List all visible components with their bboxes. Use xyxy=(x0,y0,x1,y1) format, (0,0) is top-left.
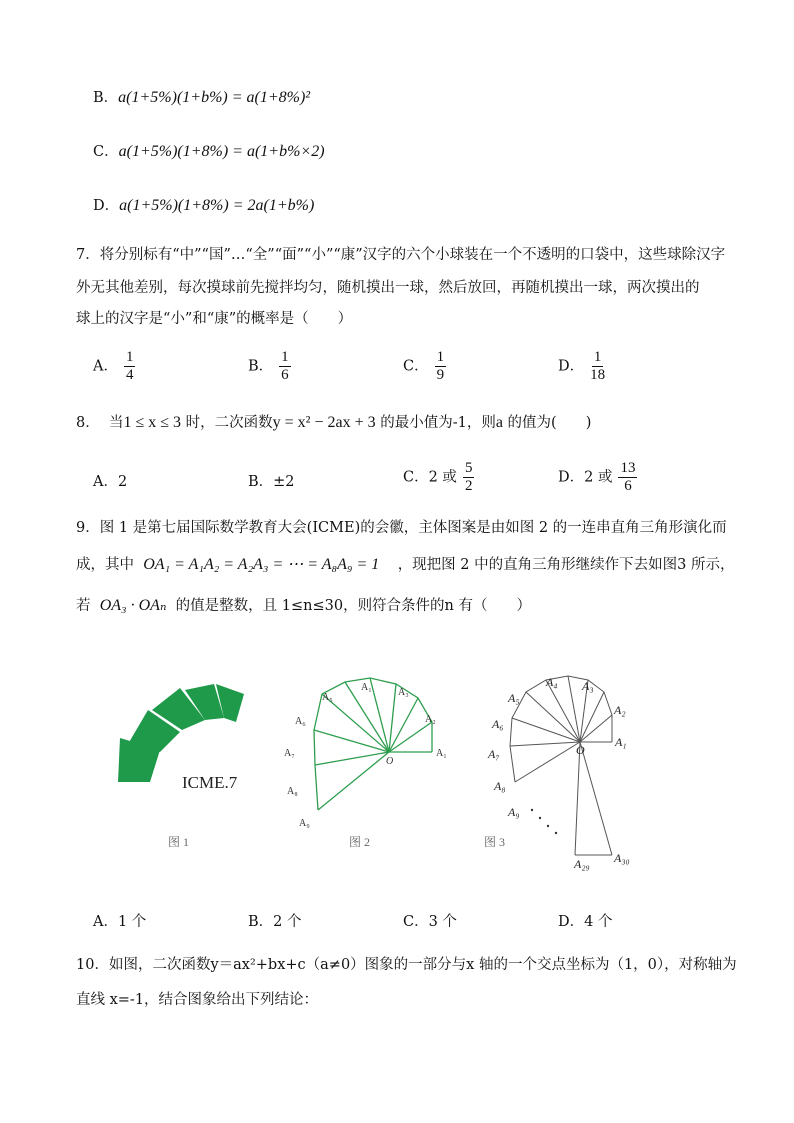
q9-option-a: A．1 个 xyxy=(93,914,147,930)
q6-option-d: D．a(1+5%)(1+8%) = 2a(1+b%) xyxy=(93,197,315,214)
icme-text: ICME.7 xyxy=(182,773,238,792)
svg-text:A₉: A₉ xyxy=(508,805,520,819)
svg-text:A₁: A₁ xyxy=(361,682,372,693)
svg-text:A₇: A₇ xyxy=(284,748,295,759)
svg-text:A₇: A₇ xyxy=(488,747,500,761)
q8-stem: 8． 当1 ≤ x ≤ 3 时，二次函数y = x² − 2ax + 3 的最小值为-1，则a 的值为( ) xyxy=(76,414,592,431)
q8-option-d: D．2 或 $\frac{13}{6}$ xyxy=(558,460,636,494)
q6-option-b: B．a(1+5%)(1+b%) = a(1+8%)² xyxy=(93,89,311,106)
svg-text:A₂: A₂ xyxy=(614,703,626,717)
svg-text:A₆: A₆ xyxy=(492,717,504,731)
q7-line-3: 球上的汉字是“小”和“康”的概率是（ ） xyxy=(76,311,353,327)
fraction: $\frac{1}{4}$ xyxy=(125,349,134,383)
q6-option-d-formula: a(1+5%)(1+8%) = 2a(1+b%) xyxy=(119,197,315,214)
q7-line-1: 7．将分别标有“中”“国”…“全”“面”“小”“康”汉字的六个小球装在一个不透明的口袋中，这些球除汉字 xyxy=(76,247,726,263)
q8-option-c: C．2 或 $\frac{5}{2}$ xyxy=(403,460,473,494)
svg-text:A₁: A₁ xyxy=(615,735,627,749)
q9-line-3: 若 OA₃ · OAₙ 的值是整数，且 1≤n≤30，则符合条件的n 有（ ） xyxy=(76,597,532,614)
q10-line-2: 直线 x=-1，结合图象给出下列结论： xyxy=(76,992,319,1008)
svg-text:O: O xyxy=(386,756,394,767)
q7-option-c: C． $\frac{1}{9}$ xyxy=(403,349,445,383)
q7-option-d: D． $\frac{1}{18}$ xyxy=(558,349,606,383)
figure-3-caption: 图 3 xyxy=(484,835,506,849)
q9-option-b: B．2 个 xyxy=(248,914,302,930)
svg-text:O: O xyxy=(576,743,585,757)
svg-text:A₂₉: A₂₉ xyxy=(574,857,590,871)
q7-option-b: B． $\frac{1}{6}$ xyxy=(248,349,289,383)
fraction: $\frac{1}{6}$ xyxy=(281,349,289,383)
svg-text:A₅: A₅ xyxy=(508,691,520,705)
q9-figures xyxy=(0,660,794,880)
fraction: $\frac{5}{2}$ xyxy=(464,460,473,494)
q6-option-c: C．a(1+5%)(1+8%) = a(1+b%×2) xyxy=(93,143,325,160)
svg-text:A₈: A₈ xyxy=(287,786,298,797)
q8-option-a: A．2 xyxy=(93,474,128,490)
q7-line-2: 外无其他差别，每次摸球前先搅拌均匀，随机摸出一球，然后放回，再随机摸出一球，两次摸出的 xyxy=(76,280,700,296)
figure-3-dots xyxy=(531,809,557,834)
fraction: $\frac{1}{18}$ xyxy=(590,349,606,383)
svg-text:A₄: A₄ xyxy=(546,675,558,689)
figure-2-caption: 图 2 xyxy=(349,835,371,849)
q6-option-b-formula: a(1+5%)(1+b%) = a(1+8%)² xyxy=(118,89,311,106)
icme-logo xyxy=(118,684,244,792)
svg-text:A₃: A₃ xyxy=(582,679,594,693)
q9-option-c: C．3 个 xyxy=(403,914,457,930)
q9-line-2: 成，其中 OA₁ = A₁A₂ = A₂A₃ = ⋯ = A₈A₉ = 1 ，现把图 2 中的直角三角形继续作下去如图3 所示， xyxy=(76,556,735,573)
q9-formula-2: OA₃ · OAₙ xyxy=(99,597,167,614)
q8-option-b: B．±2 xyxy=(248,474,295,490)
q9-option-d: D．4 个 xyxy=(558,914,613,930)
fraction: $\frac{1}{9}$ xyxy=(436,349,445,383)
figure-1-caption: 图 1 xyxy=(168,835,190,849)
svg-text:A₈: A₈ xyxy=(494,779,506,793)
svg-text:A₅: A₅ xyxy=(322,692,333,703)
svg-text:A₆: A₆ xyxy=(295,716,306,727)
q6-option-c-formula: a(1+5%)(1+8%) = a(1+b%×2) xyxy=(118,143,325,160)
svg-text:A₉: A₉ xyxy=(299,818,310,829)
svg-text:A₃: A₃ xyxy=(398,687,409,698)
svg-text:A₃₀: A₃₀ xyxy=(614,851,630,865)
svg-text:A₁: A₁ xyxy=(436,748,447,759)
q10-line-1: 10．如图，二次函数y＝ax²+bx+c（a≠0）图象的一部分与x 轴的一个交点坐标为（1，0），对称轴为 xyxy=(76,957,737,973)
q9-line-1: 9．图 1 是第七届国际数学教育大会(ICME)的会徽，主体图案是由如图 2 的一连串直角三角形演化而 xyxy=(76,520,727,536)
q9-formula-1: OA₁ = A₁A₂ = A₂A₃ = ⋯ = A₈A₉ = 1 xyxy=(143,556,380,573)
svg-text:A₂: A₂ xyxy=(425,714,436,725)
figure-3 xyxy=(510,676,612,855)
fraction: $\frac{13}{6}$ xyxy=(620,460,636,494)
q7-option-a: A． $\frac{1}{4}$ xyxy=(93,349,134,383)
